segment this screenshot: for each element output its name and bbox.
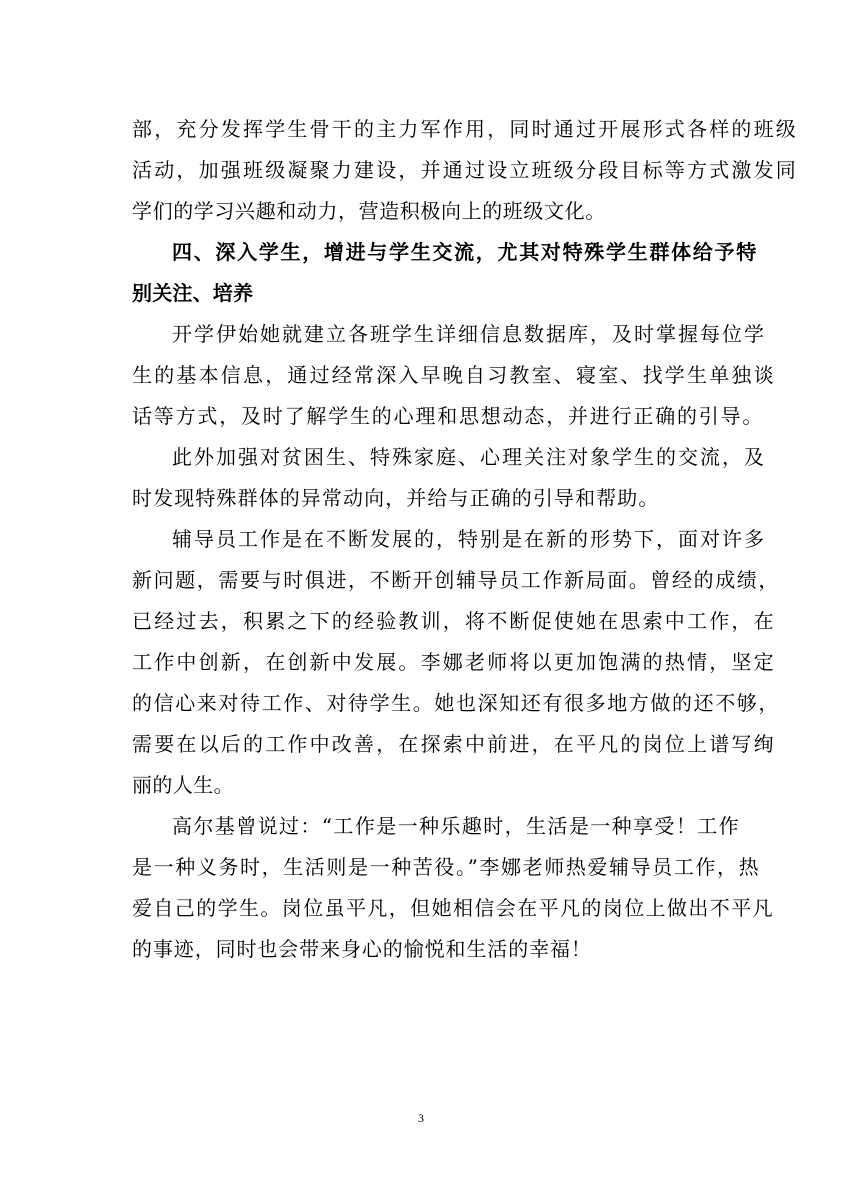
body-line: 的信心来对待工作、对待学生。她也深知还有很多地方做的还不够， xyxy=(132,691,780,715)
body-line: 是一种义务时，生活则是一种苦役。”李娜老师热爱辅导员工作，热 xyxy=(132,855,761,879)
body-line: 学们的学习兴趣和动力，营造积极向上的班级文化。 xyxy=(132,199,606,223)
body-line: 生的基本信息，通过经常深入早晚自习教室、寝室、找学生单独谈 xyxy=(132,363,776,387)
body-line: 工作中创新，在创新中发展。李娜老师将以更加饱满的热情，坚定 xyxy=(132,650,776,674)
body-line: 时发现特殊群体的异常动向，并给与正确的引导和帮助。 xyxy=(132,486,660,510)
body-line: 话等方式，及时了解学生的心理和思想动态，并进行正确的引导。 xyxy=(132,404,765,428)
section-heading-line: 四、深入学生，增进与学生交流，尤其对特殊学生群体给予特 xyxy=(172,240,758,264)
body-line: 已经过去，积累之下的经验教训，将不断促使她在思索中工作，在 xyxy=(132,609,776,633)
section-heading-line: 别关注、培养 xyxy=(132,281,254,305)
body-line: 丽的人生。 xyxy=(132,773,234,797)
body-line: 辅导员工作是在不断发展的，特别是在新的形势下，面对许多 xyxy=(172,527,766,551)
body-line: 开学伊始她就建立各班学生详细信息数据库，及时掌握每位学 xyxy=(172,322,766,346)
body-line: 高尔基曾说过：“工作是一种乐趣时，生活是一种享受！工作 xyxy=(172,814,741,838)
body-line: 部，充分发挥学生骨干的主力军作用，同时通过开展形式各样的班级 xyxy=(132,117,798,141)
page-number: 3 xyxy=(418,1111,424,1125)
body-line: 此外加强对贫困生、特殊家庭、心理关注对象学生的交流，及 xyxy=(172,445,766,469)
body-line: 需要在以后的工作中改善，在探索中前进，在平凡的岗位上谱写绚 xyxy=(132,732,776,756)
body-line: 活动，加强班级凝聚力建设，并通过设立班级分段目标等方式激发同 xyxy=(132,158,798,182)
body-line: 新问题，需要与时俱进，不断开创辅导员工作新局面。曾经的成绩， xyxy=(132,568,780,592)
body-line: 的事迹，同时也会带来身心的愉悦和生活的幸福！ xyxy=(132,937,592,961)
body-line: 爱自己的学生。岗位虽平凡，但她相信会在平凡的岗位上做出不平凡 xyxy=(132,896,774,920)
